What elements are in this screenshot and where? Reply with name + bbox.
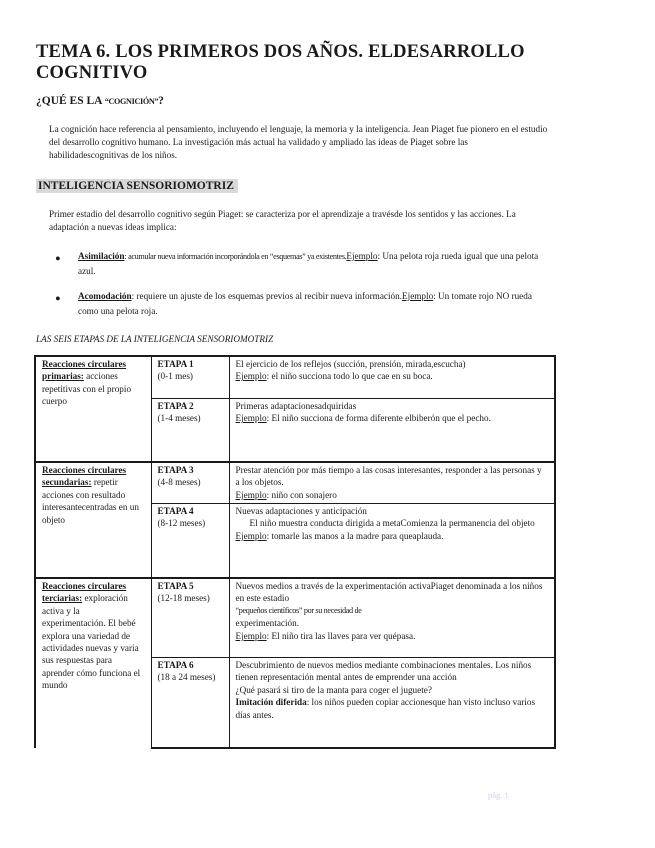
stage-age: (8-12 meses) — [157, 518, 206, 529]
stage-desc-end: experimentación. — [235, 618, 300, 629]
example-label: Ejemplo — [235, 530, 267, 541]
table-row — [35, 462, 555, 504]
stage-cell — [151, 658, 229, 749]
bullet-definition: : requiere un ajuste de los esquemas previos al recibir nueva información. — [131, 291, 403, 301]
bullet-term: Acomodación — [78, 291, 132, 301]
bullet-term: Asimilación — [78, 251, 125, 261]
stage-age: (12-18 meses) — [157, 593, 210, 604]
group-desc: repetir acciones con resultado interesantecentradas en un objeto — [42, 477, 139, 525]
stage-imitation — [236, 696, 549, 721]
stage-age: (1-4 meses) — [157, 413, 201, 424]
bullet-acomodacion — [78, 289, 548, 319]
group-title: Reacciones circulares terciarias: — [42, 581, 127, 604]
stage-name: ETAPA 2 — [157, 401, 194, 411]
stage-name: ETAPA 4 — [157, 506, 194, 516]
example-label: Ejemplo — [235, 489, 267, 500]
stage-cell — [151, 578, 229, 658]
stage-example — [236, 530, 549, 542]
cognicion-heading-post: ? — [158, 95, 164, 107]
stage-name: ETAPA 3 — [157, 465, 194, 475]
imitation-label: Imitación diferida — [235, 697, 307, 708]
stage-desc-cell — [229, 504, 555, 568]
bullet-icon: ● — [55, 293, 61, 303]
stage-desc-cell — [229, 658, 555, 749]
stage-name: ETAPA 5 — [157, 581, 194, 591]
example-label: Ejemplo — [235, 630, 267, 641]
cognicion-heading-pre: ¿QUÉ ES LA — [36, 95, 105, 107]
stage-desc: Prestar atención por más tiempo a las cosas interesantes, responder a las personas y a los objetos. — [235, 465, 542, 488]
table-caption: LAS SEIS ETAPAS DE LA INTELIGENCIA SENSORIOMOTRIZ — [36, 334, 274, 344]
example-label: Ejemplo — [346, 251, 378, 261]
stage-name: ETAPA 1 — [157, 359, 194, 369]
page-number: pág. 1 — [488, 790, 509, 800]
stage-example — [236, 630, 549, 642]
example-label: Ejemplo — [235, 413, 267, 424]
stage-desc: Nuevos medios a través de la experimentación activaPiaget denominada a los niños en este estadio — [235, 581, 543, 604]
example-label: Ejemplo — [402, 291, 434, 301]
stage-desc-cell — [229, 356, 555, 399]
imitation-text: : los niños pueden copiar accionesque han visto incluso varios días antes. — [235, 697, 536, 720]
stages-table — [34, 355, 556, 749]
stage-desc-cell — [229, 399, 555, 452]
sensoriomotriz-heading: INTELIGENCIA SENSORIOMOTRIZ — [36, 179, 238, 193]
stage-desc: El ejercicio de los reflejos (succión, prensión, mirada,escucha) — [235, 359, 466, 369]
stage-example — [236, 412, 549, 424]
sensoriomotriz-paragraph: Primer estadio del desarrollo cognitivo según Piaget: se caracteriza por el aprendizaje a travésde los sentidos y las acciones. La adaptación a nuevas ideas implica: — [49, 209, 516, 233]
cognicion-heading-term: “COGNICIÓN” — [104, 97, 159, 106]
stage-cell — [151, 504, 229, 568]
stage-desc: Primeras adaptacionesadquiridas — [235, 401, 357, 411]
example-text: : El niño tira las llaves para ver quépasa. — [266, 630, 416, 641]
cognicion-heading — [36, 95, 164, 107]
example-text: : niño con sonajero — [266, 489, 337, 500]
stage-example — [236, 489, 549, 501]
bullet-definition: : acumular nueva información incorporándola en “esquemas” ya existentes. — [124, 252, 347, 261]
stage-age: (0-1 mes) — [157, 371, 193, 382]
bullet-icon: ● — [55, 253, 61, 263]
group-cell — [35, 578, 151, 748]
stage-example — [236, 370, 549, 382]
stage-cell — [151, 462, 229, 504]
group-title: Reacciones circulares secundarias: — [42, 465, 127, 488]
example-text: : tomarle las manos a la madre para queaplauda. — [266, 530, 444, 541]
stage-question: ¿Qué pasará si tiro de la manta para coger el juguete? — [235, 684, 432, 695]
stage-age: (18 a 24 meses) — [157, 672, 216, 683]
page-title: TEMA 6. LOS PRIMEROS DOS AÑOS. ELDESARROLLO COGNITIVO — [36, 42, 525, 83]
group-desc: exploración activa y la experimentación. El bebé explora una variedad de actividades nuevas y varía sus respuestas para aprender cómo funciona el mundo — [42, 593, 141, 691]
group-title: Reacciones circulares primarias: — [42, 359, 127, 382]
bullet-example: : Una pelota roja rueda igual que una pelota azul. — [78, 251, 539, 276]
stage-name: ETAPA 6 — [157, 660, 194, 670]
bullet-example: : Un tomate rojo NO rueda como una pelota roja. — [78, 291, 532, 316]
table-row-gap — [35, 451, 555, 462]
stage-desc: Nuevas adaptaciones y anticipación — [235, 506, 367, 516]
table-row — [35, 356, 555, 399]
bullet-asimilacion — [78, 249, 548, 279]
stage-cell — [151, 356, 229, 399]
example-label: Ejemplo — [235, 371, 267, 382]
stage-desc: Descubrimiento de nuevos medios mediante combinaciones mentales. Los niños tienen representación mental antes de emprender una acción — [235, 660, 532, 683]
cognicion-paragraph: La cognición hace referencia al pensamiento, incluyendo el lenguaje, la memoria y la inteligencia. Jean Piaget fue pionero en el estudio del desarrollo cognitivo humano. La investigación más actual ha validado y ampliado las ideas de Piaget sobre las habilidadescognitivas de los niños. — [49, 124, 548, 161]
group-cell — [35, 462, 151, 567]
stage-cell — [151, 399, 229, 452]
table-row — [35, 578, 555, 658]
stage-desc-indent: El niño muestra conducta dirigida a metaComienza la permanencia del objeto — [249, 518, 535, 529]
stage-age: (4-8 meses) — [157, 477, 201, 488]
group-cell — [35, 356, 151, 451]
stage-desc-cell — [229, 462, 555, 504]
stage-desc-cond: “pequeños científicos” por su necesidad de — [235, 605, 362, 615]
group-desc: acciones repetitivas con el propio cuerpo — [42, 371, 132, 407]
table-row-gap — [35, 567, 555, 578]
example-text: : El niño succiona de forma diferente elbiberón que el pecho. — [266, 413, 491, 424]
example-text: : el niño succiona todo lo que cae en su boca. — [266, 371, 433, 382]
stage-desc-cell — [229, 578, 555, 658]
